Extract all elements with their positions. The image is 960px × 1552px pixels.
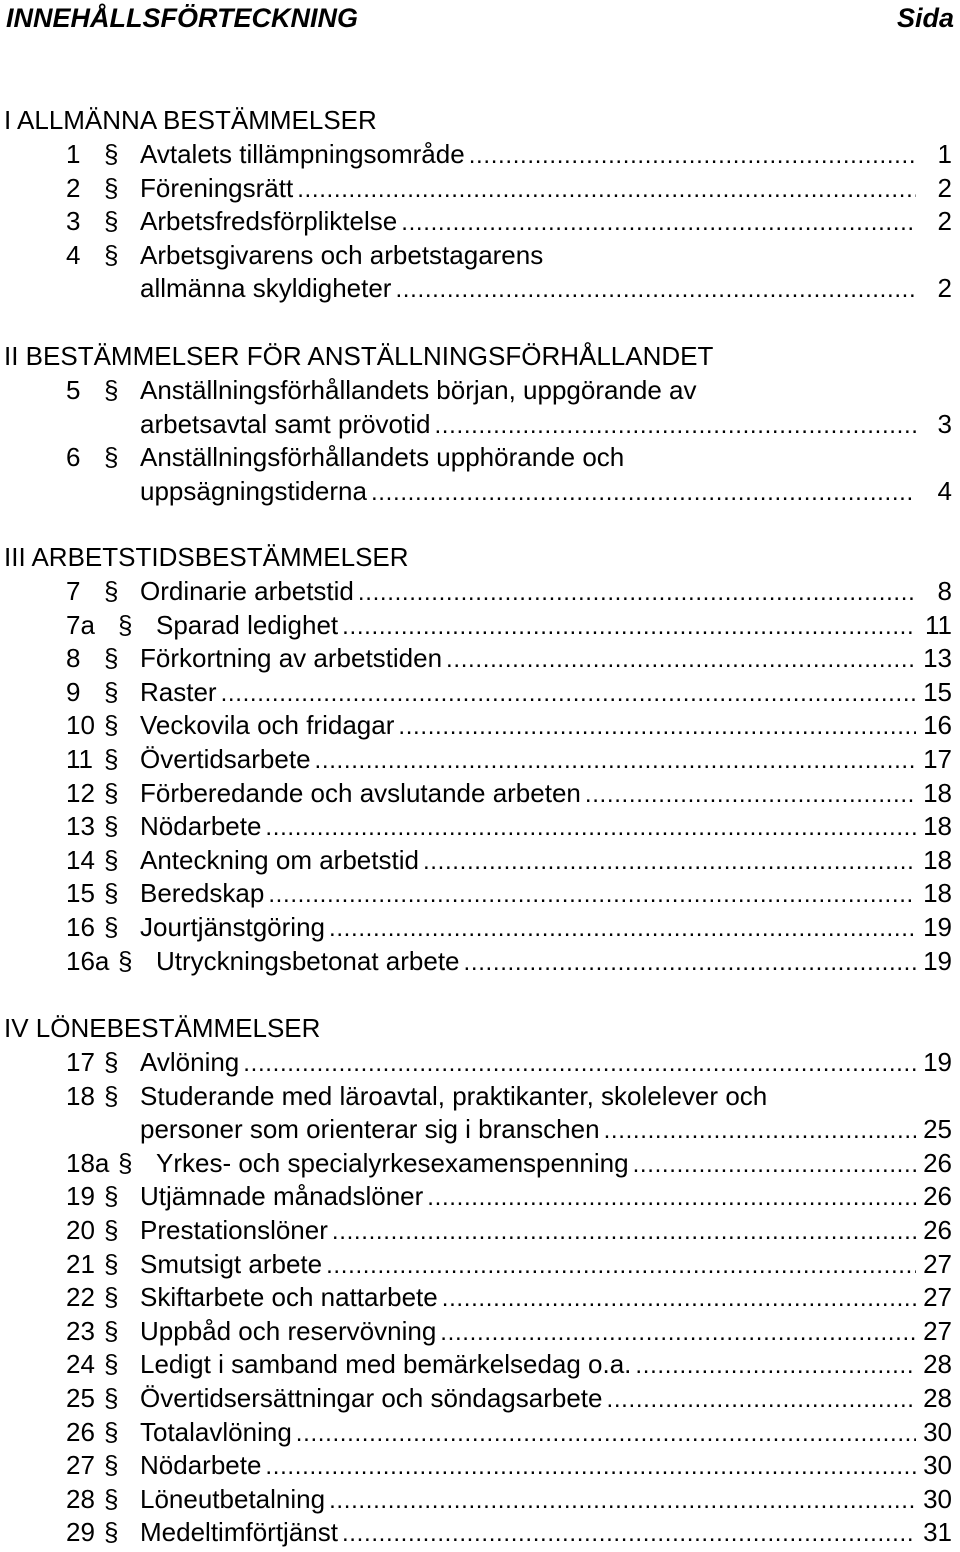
entry-title-text: Avlöning	[140, 1047, 240, 1077]
entry-title-text: Anställningsförhållandets början, uppgörande av	[140, 375, 697, 405]
entry-page-number: 26	[923, 1215, 952, 1245]
paragraph-icon: §	[104, 811, 119, 842]
entry-number: 2	[66, 172, 81, 203]
entry-page-number: 16	[923, 710, 952, 741]
entry-number: 22	[66, 1282, 95, 1313]
entry-title-text: uppsägningstiderna	[140, 475, 367, 506]
dot-leader	[342, 1516, 916, 1548]
entry-title	[140, 1348, 920, 1380]
entry-page-number: 8	[937, 576, 952, 606]
section-title: IV LÖNEBESTÄMMELSER	[4, 1013, 321, 1043]
entry-title	[140, 844, 920, 876]
dot-leader	[423, 844, 916, 876]
entry-title-text: Raster	[140, 676, 217, 707]
dot-leader	[440, 1315, 916, 1347]
entry-title	[140, 1449, 920, 1481]
entry-number: 17	[66, 1047, 95, 1077]
paragraph-icon: §	[104, 1215, 119, 1245]
paragraph-icon: §	[104, 172, 119, 203]
paragraph-icon: §	[104, 1483, 119, 1514]
entry-title-text: Prestationslöner	[140, 1215, 328, 1245]
entry-title	[140, 642, 920, 674]
paragraph-icon: §	[104, 576, 119, 606]
entry-title-text: personer som orienterar sig i branschen	[140, 1114, 600, 1145]
dot-leader	[297, 172, 916, 204]
entry-number: 5	[66, 375, 81, 405]
entry-page-number: 19	[923, 1047, 952, 1077]
entry-title-text: Sparad ledighet	[156, 609, 339, 640]
paragraph-icon: §	[104, 1416, 119, 1447]
entry-title-text: Övertidsarbete	[140, 744, 311, 774]
entry-title	[140, 676, 920, 708]
entry-number: 6	[66, 442, 81, 473]
entry-page-number: 13	[923, 643, 952, 674]
entry-number: 24	[66, 1349, 95, 1380]
dot-leader	[395, 272, 916, 304]
paragraph-icon: §	[104, 1047, 119, 1077]
dot-leader	[296, 1416, 916, 1448]
dot-leader	[635, 1348, 916, 1380]
entry-page-number: 30	[923, 1450, 952, 1481]
entry-number: 8	[66, 643, 81, 674]
entry-title-text: Nödarbete	[140, 1450, 262, 1481]
section-title: II BESTÄMMELSER FÖR ANSTÄLLNINGSFÖRHÅLLANDET	[4, 341, 714, 371]
section-title: III ARBETSTIDSBESTÄMMELSER	[4, 542, 409, 572]
paragraph-icon: §	[104, 239, 119, 270]
entry-title	[140, 1248, 920, 1280]
entry-number: 27	[66, 1450, 95, 1481]
entry-number: 19	[66, 1181, 95, 1212]
entry-title	[140, 1180, 920, 1212]
entry-page-number: 18	[923, 844, 952, 875]
entry-number: 20	[66, 1215, 95, 1245]
dot-leader	[401, 205, 916, 237]
paragraph-icon: §	[118, 609, 133, 640]
entry-title-text: Yrkes- och specialyrkesexamenspenning	[156, 1147, 629, 1178]
entry-page-number: 19	[923, 945, 952, 976]
entry-number: 11	[66, 744, 93, 774]
paragraph-icon: §	[104, 676, 119, 707]
entry-page-number: 18	[923, 811, 952, 842]
entry-title-text: Jourtjänstgöring	[140, 912, 325, 942]
entry-title	[140, 911, 920, 943]
entry-page-number: 19	[923, 912, 952, 942]
entry-title-text: Övertidsersättningar och söndagsarbete	[140, 1383, 603, 1413]
paragraph-icon: §	[104, 844, 119, 875]
entry-title	[156, 609, 920, 641]
dot-leader	[442, 1281, 916, 1313]
entry-title-text: Medeltimförtjänst	[140, 1517, 338, 1548]
entry-title-text: Arbetsfredsförpliktelse	[140, 206, 398, 237]
dot-leader	[332, 1214, 916, 1246]
entry-page-number: 28	[923, 1349, 952, 1380]
paragraph-icon: §	[118, 1147, 133, 1178]
entry-page-number: 18	[923, 777, 952, 808]
entry-title	[140, 374, 697, 406]
entry-page-number: 18	[923, 878, 952, 909]
entry-title-text: Löneutbetalning	[140, 1483, 326, 1514]
paragraph-icon: §	[104, 777, 119, 808]
dot-leader	[434, 408, 916, 440]
entry-title	[140, 1046, 920, 1078]
entry-number: 16a	[66, 945, 110, 976]
entry-title	[156, 1147, 920, 1179]
entry-title	[140, 1214, 920, 1246]
entry-title	[140, 709, 920, 741]
paragraph-icon: §	[118, 945, 133, 976]
dot-leader	[243, 1046, 916, 1078]
entry-title	[140, 877, 920, 909]
entry-number: 23	[66, 1315, 95, 1346]
entry-page-number: 27	[923, 1248, 952, 1279]
entry-page-number: 2	[937, 273, 952, 304]
entry-number: 26	[66, 1416, 95, 1447]
entry-page-number: 2	[937, 172, 952, 203]
paragraph-icon: §	[104, 1450, 119, 1481]
dot-leader	[633, 1147, 916, 1179]
dot-leader	[326, 1248, 916, 1280]
entry-title-text: Nödarbete	[140, 811, 262, 842]
entry-title-text: Veckovila och fridagar	[140, 710, 395, 741]
entry-page-number: 31	[923, 1517, 952, 1548]
entry-title	[140, 1315, 920, 1347]
entry-title-text: Beredskap	[140, 878, 265, 909]
dot-leader	[607, 1382, 917, 1414]
entry-number: 7	[66, 576, 81, 606]
entry-page-number: 1	[937, 139, 952, 169]
entry-page-number: 27	[923, 1282, 952, 1313]
dot-leader	[221, 676, 916, 708]
paragraph-icon: §	[104, 744, 119, 774]
entry-page-number: 30	[923, 1483, 952, 1514]
entry-number: 18a	[66, 1147, 110, 1178]
page-column-label: Sida	[896, 3, 954, 33]
entry-title	[140, 1483, 920, 1515]
entry-number: 21	[66, 1248, 95, 1279]
entry-page-number: 11	[925, 609, 952, 640]
dot-leader	[398, 709, 916, 741]
entry-title-text: Studerande med läroavtal, praktikanter, skolelever och	[140, 1080, 768, 1111]
entry-number: 12	[66, 777, 95, 808]
dot-leader	[265, 810, 916, 842]
paragraph-icon: §	[104, 1181, 119, 1212]
entry-title	[140, 1113, 920, 1145]
paragraph-icon: §	[104, 878, 119, 909]
dot-leader	[315, 743, 916, 775]
entry-title-text: Förkortning av arbetstiden	[140, 643, 443, 674]
entry-page-number: 27	[923, 1315, 952, 1346]
entry-title	[140, 743, 920, 775]
entry-number: 29	[66, 1517, 95, 1548]
entry-title	[140, 172, 920, 204]
entry-title	[140, 1281, 920, 1313]
entry-title	[140, 1516, 920, 1548]
entry-title-text: Utjämnade månadslöner	[140, 1181, 424, 1212]
section-title: I ALLMÄNNA BESTÄMMELSER	[4, 105, 377, 135]
paragraph-icon: §	[104, 710, 119, 741]
paragraph-icon: §	[104, 1349, 119, 1380]
dot-leader	[358, 575, 916, 607]
entry-title	[140, 272, 920, 304]
entry-page-number: 30	[923, 1416, 952, 1447]
entry-number: 1	[66, 139, 81, 169]
paragraph-icon: §	[104, 1517, 119, 1548]
dot-leader	[371, 475, 916, 507]
entry-title-text: arbetsavtal samt prövotid	[140, 408, 431, 439]
entry-title	[140, 1382, 920, 1414]
paragraph-icon: §	[104, 139, 119, 169]
paragraph-icon: §	[104, 643, 119, 674]
entry-page-number: 17	[923, 744, 952, 774]
entry-number: 7a	[66, 609, 95, 640]
entry-number: 3	[66, 206, 81, 237]
dot-leader	[585, 777, 916, 809]
entry-title-text: Smutsigt arbete	[140, 1248, 323, 1279]
entry-title-text: Ordinarie arbetstid	[140, 576, 354, 606]
entry-title	[140, 441, 624, 473]
dot-leader	[329, 1483, 916, 1515]
dot-leader	[329, 911, 916, 943]
paragraph-icon: §	[104, 1080, 119, 1111]
entry-page-number: 4	[937, 475, 952, 506]
toc-title: INNEHÅLLSFÖRTECKNING	[6, 3, 359, 33]
entry-page-number: 28	[923, 1383, 952, 1413]
entry-page-number: 3	[937, 408, 952, 439]
dot-leader	[464, 945, 916, 977]
paragraph-icon: §	[104, 1282, 119, 1313]
entry-number: 25	[66, 1383, 95, 1413]
entry-page-number: 2	[937, 206, 952, 237]
entry-title	[140, 239, 543, 271]
entry-title	[140, 575, 920, 607]
entry-title	[140, 1080, 767, 1112]
entry-title-text: Arbetsgivarens och arbetstagarens	[140, 239, 544, 270]
entry-number: 14	[66, 844, 95, 875]
entry-title-text: Uppbåd och reservövning	[140, 1315, 437, 1346]
entry-page-number: 26	[923, 1181, 952, 1212]
paragraph-icon: §	[104, 206, 119, 237]
entry-title	[140, 810, 920, 842]
entry-title-text: Förberedande och avslutande arbeten	[140, 777, 581, 808]
entry-title-text: Anteckning om arbetstid	[140, 844, 419, 875]
dot-leader	[469, 138, 916, 170]
entry-page-number: 15	[923, 676, 952, 707]
entry-title	[140, 475, 920, 507]
entry-page-number: 25	[923, 1114, 952, 1145]
dot-leader	[265, 1449, 916, 1481]
paragraph-icon: §	[104, 1315, 119, 1346]
dot-leader	[427, 1180, 916, 1212]
entry-title-text: allmänna skyldigheter	[140, 273, 392, 304]
entry-title-text: Ledigt i samband med bemärkelsedag o.a.	[140, 1349, 632, 1380]
entry-number: 10	[66, 710, 95, 741]
paragraph-icon: §	[104, 375, 119, 405]
entry-number: 15	[66, 878, 95, 909]
entry-title-text: Föreningsrätt	[140, 172, 294, 203]
entry-number: 28	[66, 1483, 95, 1514]
entry-title-text: Utryckningsbetonat arbete	[156, 945, 460, 976]
entry-number: 16	[66, 912, 95, 942]
paragraph-icon: §	[104, 442, 119, 473]
entry-title	[140, 138, 920, 170]
entry-page-number: 26	[923, 1147, 952, 1178]
entry-title	[140, 777, 920, 809]
entry-title-text: Avtalets tillämpningsområde	[140, 139, 465, 169]
entry-title-text: Skiftarbete och nattarbete	[140, 1282, 438, 1313]
dot-leader	[446, 642, 916, 674]
entry-number: 13	[66, 811, 95, 842]
entry-title-text: Anställningsförhållandets upphörande och	[140, 442, 625, 473]
paragraph-icon: §	[104, 912, 119, 942]
dot-leader	[604, 1113, 916, 1145]
dot-leader	[268, 877, 916, 909]
entry-title	[140, 1416, 920, 1448]
entry-number: 4	[66, 239, 81, 270]
paragraph-icon: §	[104, 1383, 119, 1413]
entry-title-text: Totalavlöning	[140, 1416, 292, 1447]
entry-title	[156, 945, 920, 977]
dot-leader	[342, 609, 916, 641]
entry-number: 9	[66, 676, 81, 707]
entry-title	[140, 408, 920, 440]
entry-title	[140, 205, 920, 237]
entry-number: 18	[66, 1080, 95, 1111]
paragraph-icon: §	[104, 1248, 119, 1279]
